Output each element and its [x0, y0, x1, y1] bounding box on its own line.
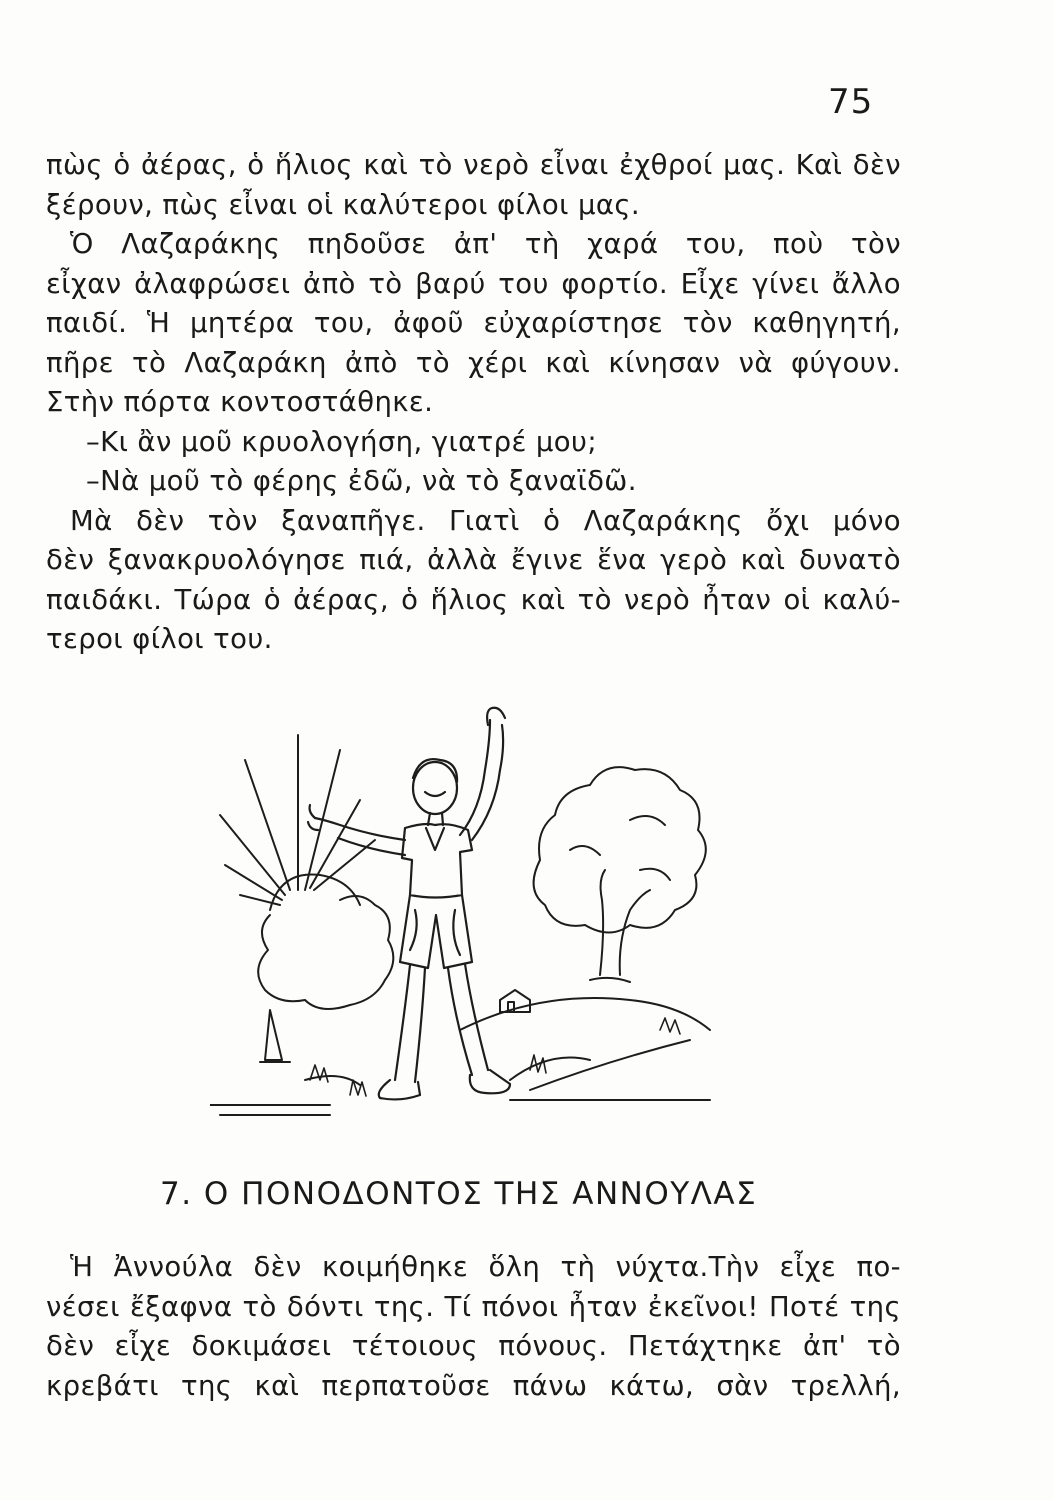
paragraph-3-line-4: τεροι φίλοι του.: [46, 623, 273, 655]
sun-rays: [220, 735, 375, 905]
bottom-text-block: [46, 1248, 901, 1406]
paragraph-1-line-2: ξέρουν, πὼς εἶναι οἱ καλύτεροι φίλοι μας.: [46, 188, 641, 221]
house: [500, 990, 530, 1012]
paragraph-1-line-1: πὼς ὁ ἀέρας, ὁ ἥλιος καὶ τὸ νερὸ εἶναι ἐχθροί μας. Καὶ δὲν: [46, 149, 901, 181]
boy-illustration: [210, 700, 720, 1120]
dialogue-line-1: –Κι ἂν μοῦ κρυολογήση, γιατρέ μου;: [86, 425, 598, 458]
boy: [308, 708, 510, 1100]
bushes: [258, 896, 393, 1009]
dialogue-line-2: –Νὰ μοῦ τὸ φέρης ἐδῶ, νὰ τὸ ξαναϊδῶ.: [86, 465, 637, 497]
paragraph-4-line-2: νέσει ἔξαφνα τὸ δόντι της. Τί πόνοι ἦταν ἐκεῖνοι! Ποτέ της: [46, 1290, 901, 1323]
paragraph-3-line-3: παιδάκι. Τώρα ὁ ἀέρας, ὁ ἥλιος καὶ τὸ νερὸ ἦταν οἱ καλύ-: [46, 583, 901, 616]
paragraph-2-line-2: εἶχαν ἀλαφρώσει ἀπὸ τὸ βαρύ του φορτίο. Εἶχε γίνει ἄλλο: [46, 267, 901, 300]
tree: [534, 767, 706, 982]
paragraph-3-line-1: Μὰ δὲν τὸν ξαναπῆγε. Γιατὶ ὁ Λαζαράκης ὄχι μόνο: [70, 504, 901, 537]
paragraph-4-line-1: Ἡ Ἀννούλα δὲν κοιμήθηκε ὅλη τὴ νύχτα.Τὴν εἶχε πο-: [70, 1251, 901, 1283]
paragraph-4-line-3: δὲν εἶχε δοκιμάσει τέτοιους πόνους. Πετάχτηκε ἀπ' τὸ: [46, 1330, 901, 1362]
ground: [210, 998, 710, 1115]
page-number: 75: [828, 82, 874, 122]
paragraph-2-line-4: πῆρε τὸ Λαζαράκη ἀπὸ τὸ χέρι καὶ κίνησαν νὰ φύγουν.: [46, 346, 901, 379]
paragraph-3-line-2: δὲν ξανακρυολόγησε πιά, ἀλλὰ ἔγινε ἕνα γερὸ καὶ δυνατὸ: [46, 544, 901, 576]
top-text-block: [46, 146, 901, 660]
paragraph-4-line-4: κρεβάτι της καὶ περπατοῦσε πάνω κάτω, σὰν τρελλή,: [46, 1369, 901, 1402]
paragraph-2-line-3: παιδί. Ἡ μητέρα του, ἀφοῦ εὐχαρίστησε τὸν καθηγητή,: [46, 307, 901, 339]
sailboat: [260, 1010, 290, 1062]
chapter-title: 7. Ο ΠΟΝΟΔΟΝΤΟΣ ΤΗΣ ΑΝΝΟΥΛΑΣ: [160, 1176, 758, 1212]
grass: [310, 1018, 680, 1096]
paragraph-2-line-1: Ὁ Λαζαράκης πηδοῦσε ἀπ' τὴ χαρά του, ποὺ τὸν: [70, 228, 901, 260]
paragraph-2-line-5: Στὴν πόρτα κοντοστάθηκε.: [46, 386, 434, 418]
